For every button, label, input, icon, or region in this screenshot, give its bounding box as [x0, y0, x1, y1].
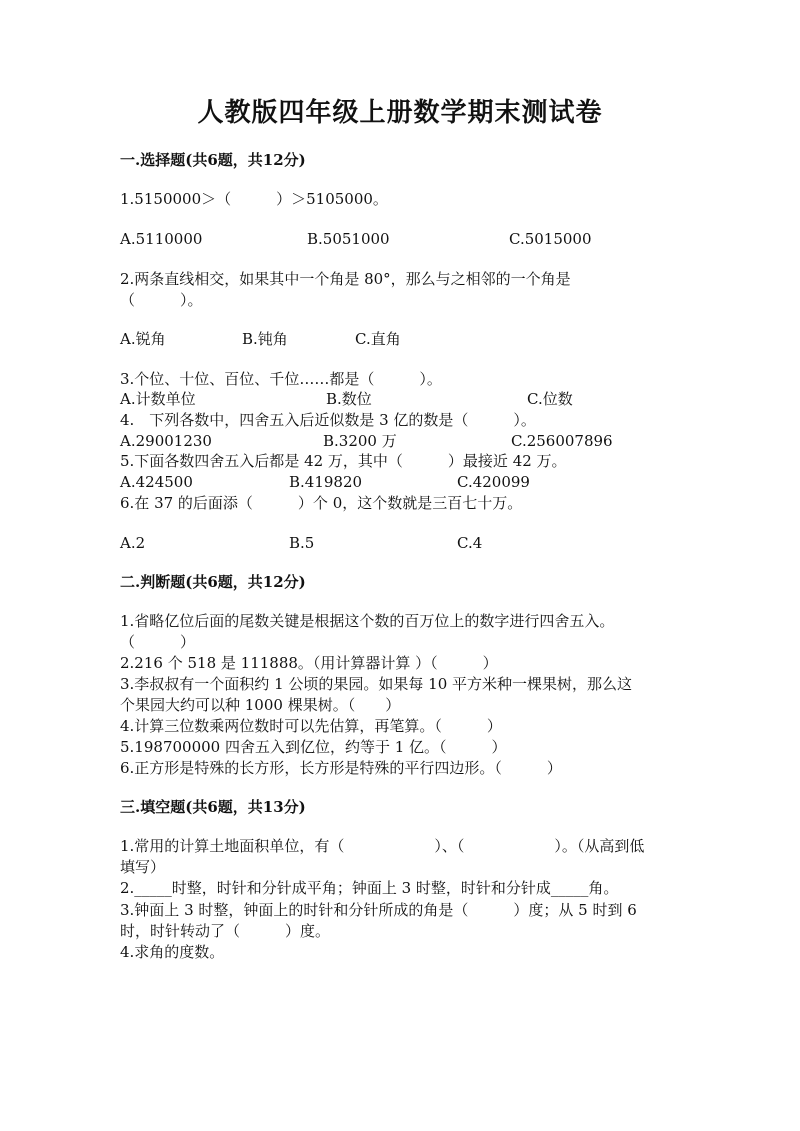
option-b: B.钝角 [242, 330, 288, 348]
option-c: C.5015000 [509, 230, 592, 248]
option-a: A.29001230 [120, 432, 212, 450]
option-b: B.5051000 [307, 230, 390, 248]
question-text-cont: （ ） [120, 633, 196, 651]
option-c: C.256007896 [511, 432, 613, 450]
page-title: 人教版四年级上册数学期末测试卷 [197, 98, 603, 128]
option-c: C.420099 [457, 473, 530, 491]
question-text-cont: （ ）。 [120, 291, 203, 309]
question-text: 2.两条直线相交，如果其中一个角是 80°，那么与之相邻的一个角是 [120, 270, 571, 288]
option-a: A.锐角 [120, 330, 166, 348]
option-a: A.424500 [120, 473, 193, 491]
question-text: 1.省略亿位后面的尾数关键是根据这个数的百万位上的数字进行四舍五入。 [120, 612, 615, 630]
question-text: 2.216 个 518 是 111888。（用计算器计算 ）（ ） [120, 654, 498, 672]
option-c: C.4 [457, 534, 483, 552]
question-text: 3.钟面上 3 时整，钟面上的时针和分针所成的角是（ ）度；从 5 时到 6 [120, 901, 637, 919]
question-text: 3.李叔叔有一个面积约 1 公顷的果园。如果每 10 平方米种一棵果树，那么这 [120, 675, 633, 693]
question-text: 1.常用的计算土地面积单位，有（ ）、（ ）。（从高到低 [120, 837, 645, 855]
question-text: 6.在 37 的后面添（ ）个 0，这个数就是三百七十万。 [120, 494, 523, 512]
section-header-choice: 一.选择题(共6题，共12分) [120, 151, 306, 169]
option-b: B.数位 [326, 390, 372, 408]
question-text-cont: 个果园大约可以种 1000 棵果树。（ ） [120, 696, 401, 714]
question-text-cont: 时，时针转动了（ ）度。 [120, 922, 331, 940]
question-text: 6.正方形是特殊的长方形，长方形是特殊的平行四边形。（ ） [120, 759, 562, 777]
question-text: 5.下面各数四舍五入后都是 42 万，其中（ ）最接近 42 万。 [120, 452, 567, 470]
option-c: C.直角 [355, 330, 401, 348]
question-text: 4. 下列各数中，四舍五入后近似数是 3 亿的数是（ ）。 [120, 411, 536, 429]
option-b: B.419820 [289, 473, 363, 491]
question-text: 3.个位、十位、百位、千位……都是（ ）。 [120, 370, 442, 388]
question-text: 2._____时整，时针和分针成平角；钟面上 3 时整，时针和分针成_____角。 [120, 879, 619, 897]
option-a: A.2 [120, 534, 146, 552]
question-text-cont: 填写） [120, 858, 166, 876]
option-b: B.3200 万 [323, 432, 397, 450]
option-c: C.位数 [527, 390, 573, 408]
option-a: A.计数单位 [120, 390, 196, 408]
question-text: 1.5150000＞（ ）＞5105000。 [120, 190, 388, 208]
section-header-fill: 三.填空题(共6题，共13分) [120, 798, 306, 816]
option-a: A.5110000 [120, 230, 203, 248]
question-text: 4.求角的度数。 [120, 943, 225, 961]
question-text: 5.198700000 四舍五入到亿位，约等于 1 亿。（ ） [120, 738, 507, 756]
option-b: B.5 [289, 534, 315, 552]
section-header-judgment: 二.判断题(共6题，共12分) [120, 573, 306, 591]
question-text: 4.计算三位数乘两位数时可以先估算，再笔算。（ ） [120, 717, 502, 735]
